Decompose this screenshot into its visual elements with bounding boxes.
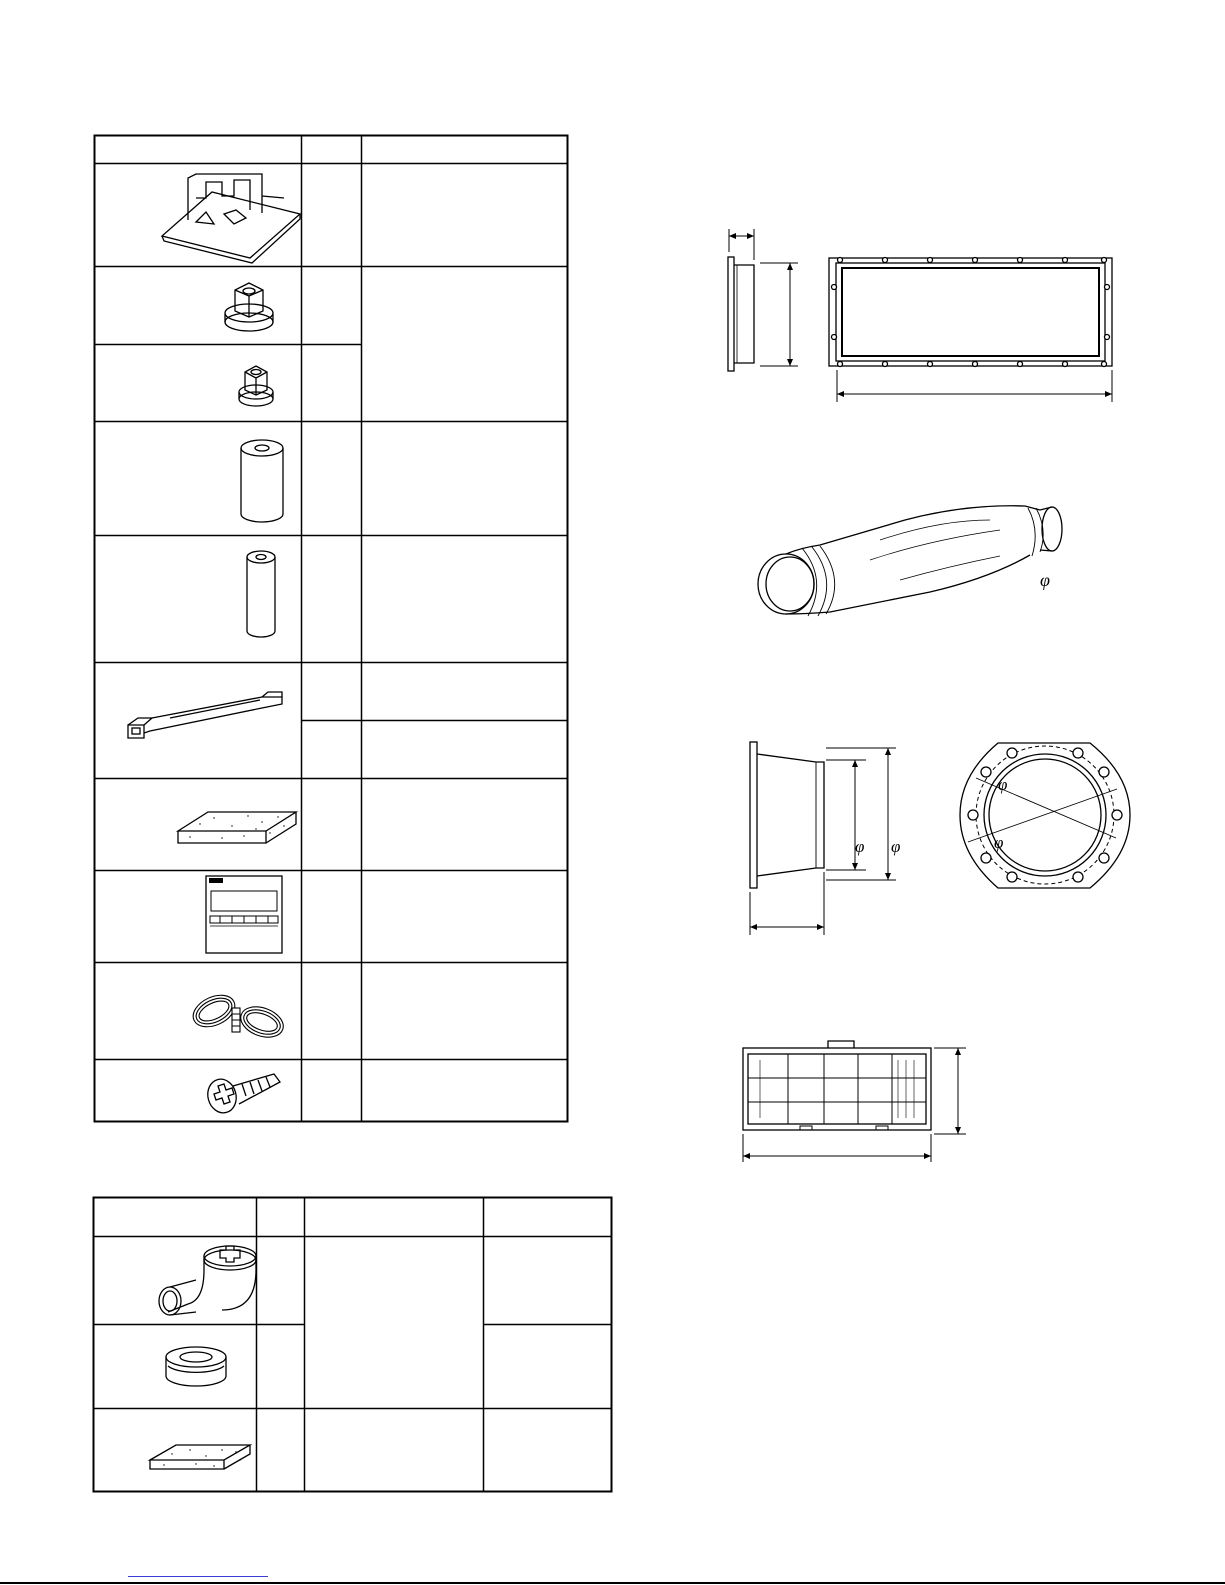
large-flange-nut-icon — [225, 283, 273, 331]
drawings-panel — [620, 200, 1140, 1180]
drain-cap-ring-icon — [166, 1347, 226, 1386]
small-flange-nut-icon — [239, 366, 273, 406]
phi-label-pcd: φ — [998, 775, 1008, 794]
phi-label-bore: φ — [994, 833, 1004, 852]
round-duct-adapter-drawing — [750, 742, 1130, 935]
phi-label-flex: φ — [1040, 570, 1050, 590]
foam-pad-icon — [150, 1445, 250, 1469]
drain-elbow-icon — [159, 1246, 256, 1315]
remote-controller-icon — [206, 876, 282, 953]
option-table — [0, 1180, 640, 1500]
flexible-duct-drawing — [758, 506, 1062, 616]
phi-label-inner: φ — [855, 837, 865, 856]
screw-icon — [204, 1074, 280, 1116]
hanger-bracket-icon — [162, 174, 300, 263]
wire-coil-icon — [188, 989, 287, 1043]
phi-label-outer: φ — [891, 837, 901, 856]
cable-tie-icon — [128, 692, 282, 738]
footer-link-underline[interactable] — [128, 1576, 268, 1577]
insulation-sleeve-large-icon — [241, 440, 283, 522]
air-filter-drawing — [743, 1041, 966, 1162]
footer-rule — [0, 1582, 1225, 1584]
duct-flange-drawing — [728, 229, 1112, 402]
insulation-sleeve-small-icon — [247, 551, 275, 637]
sealing-pad-icon — [178, 812, 296, 843]
